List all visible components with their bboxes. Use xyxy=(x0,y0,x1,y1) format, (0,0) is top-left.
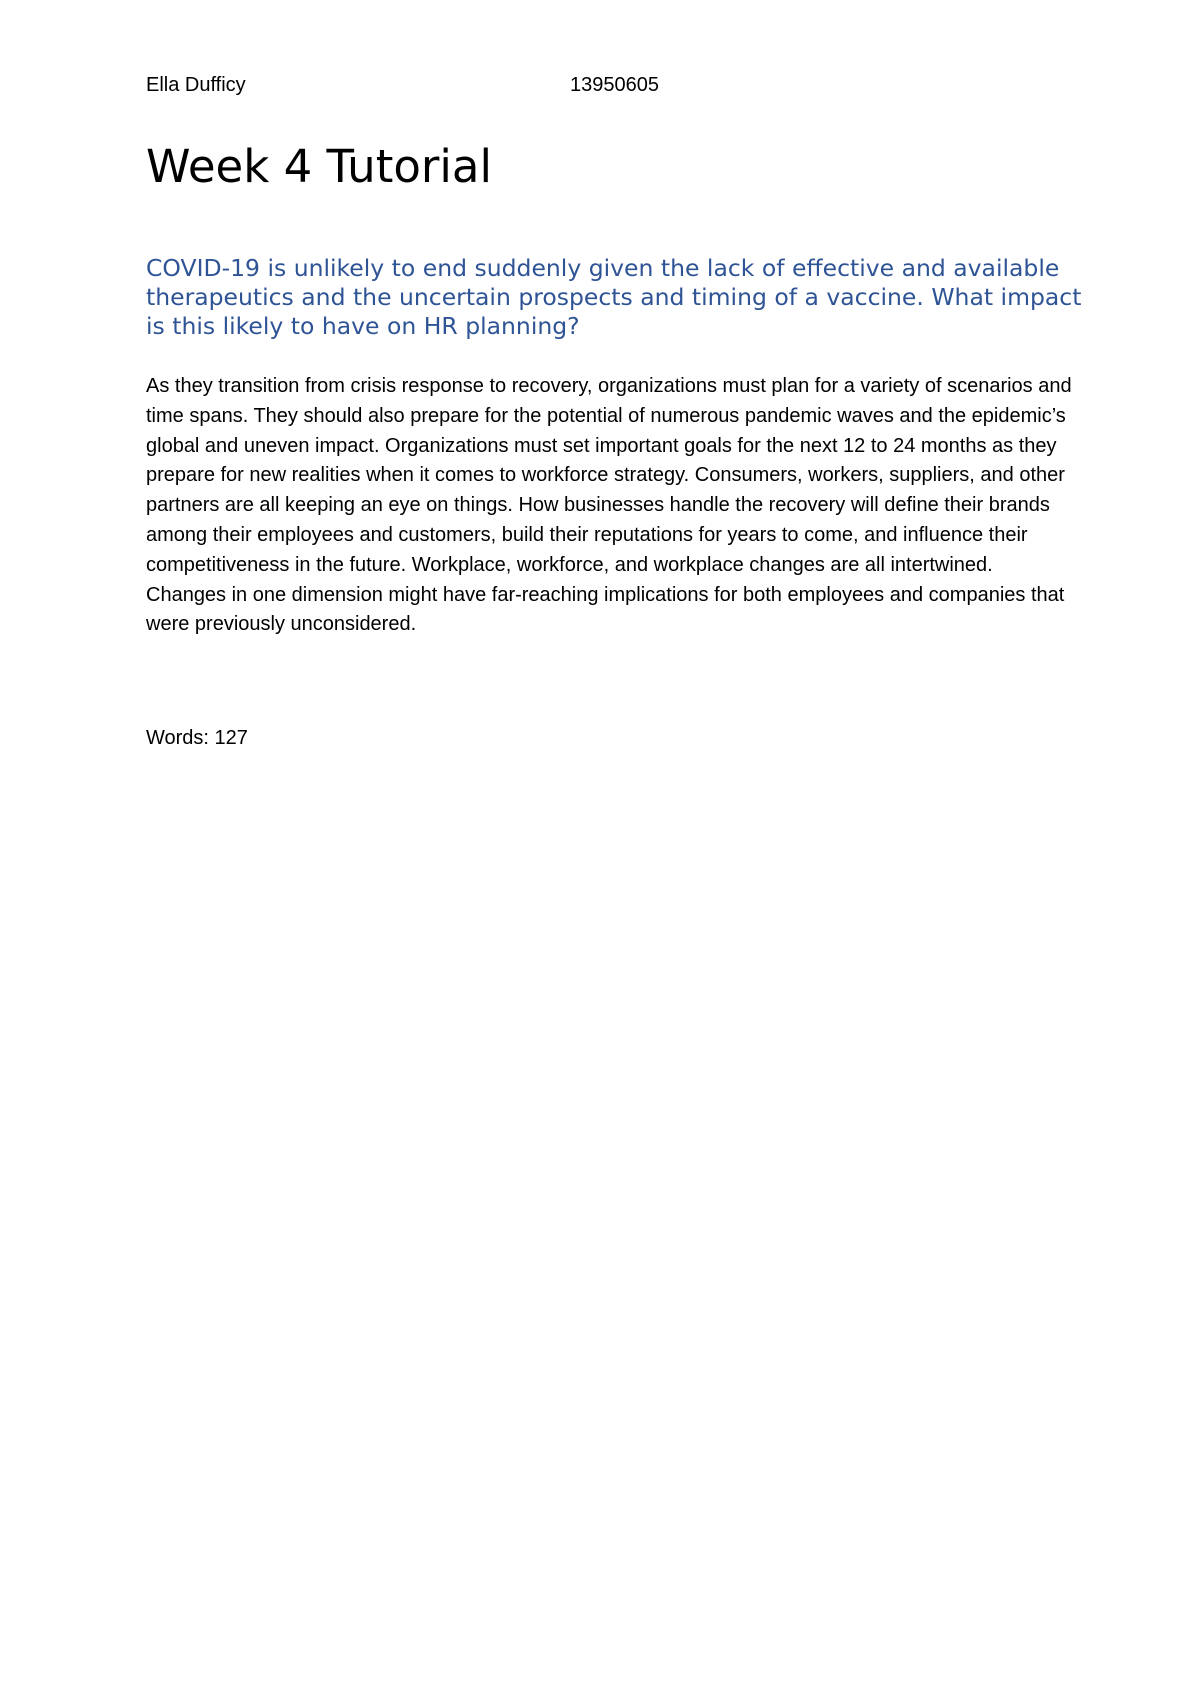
word-count: Words: 127 xyxy=(146,727,248,749)
student-id: 13950605 xyxy=(570,74,659,96)
answer-paragraph: As they transition from crisis response to recovery, organizations must plan for a variety of scenarios and time spans. They should also prepare for the potential of numerous pandemic waves and the epidemic’s global and uneven impact. Organizations must set important goals for the next 12 to 24 months as they prepare for new realities when it comes to workforce strategy. Consumers, workers, suppliers, and other partners are all keeping an eye on things. How businesses handle the recovery will define their brands among their employees and customers, build their reputations for years to come, and influence their competitiveness in the future. Workplace, workforce, and workplace changes are all intertwined. Changes in one dimension might have far-reaching implications for both employees and companies that were previously unconsidered. xyxy=(146,375,1072,636)
page-header xyxy=(146,74,1046,104)
author-name: Ella Dufficy xyxy=(146,74,246,96)
document-title: Week 4 Tutorial xyxy=(146,140,492,193)
question-heading: COVID-19 is unlikely to end suddenly given the lack of effective and available therapeutics and the uncertain prospects and timing of a vaccine. What impact is this likely to have on HR planning? xyxy=(146,254,1082,340)
